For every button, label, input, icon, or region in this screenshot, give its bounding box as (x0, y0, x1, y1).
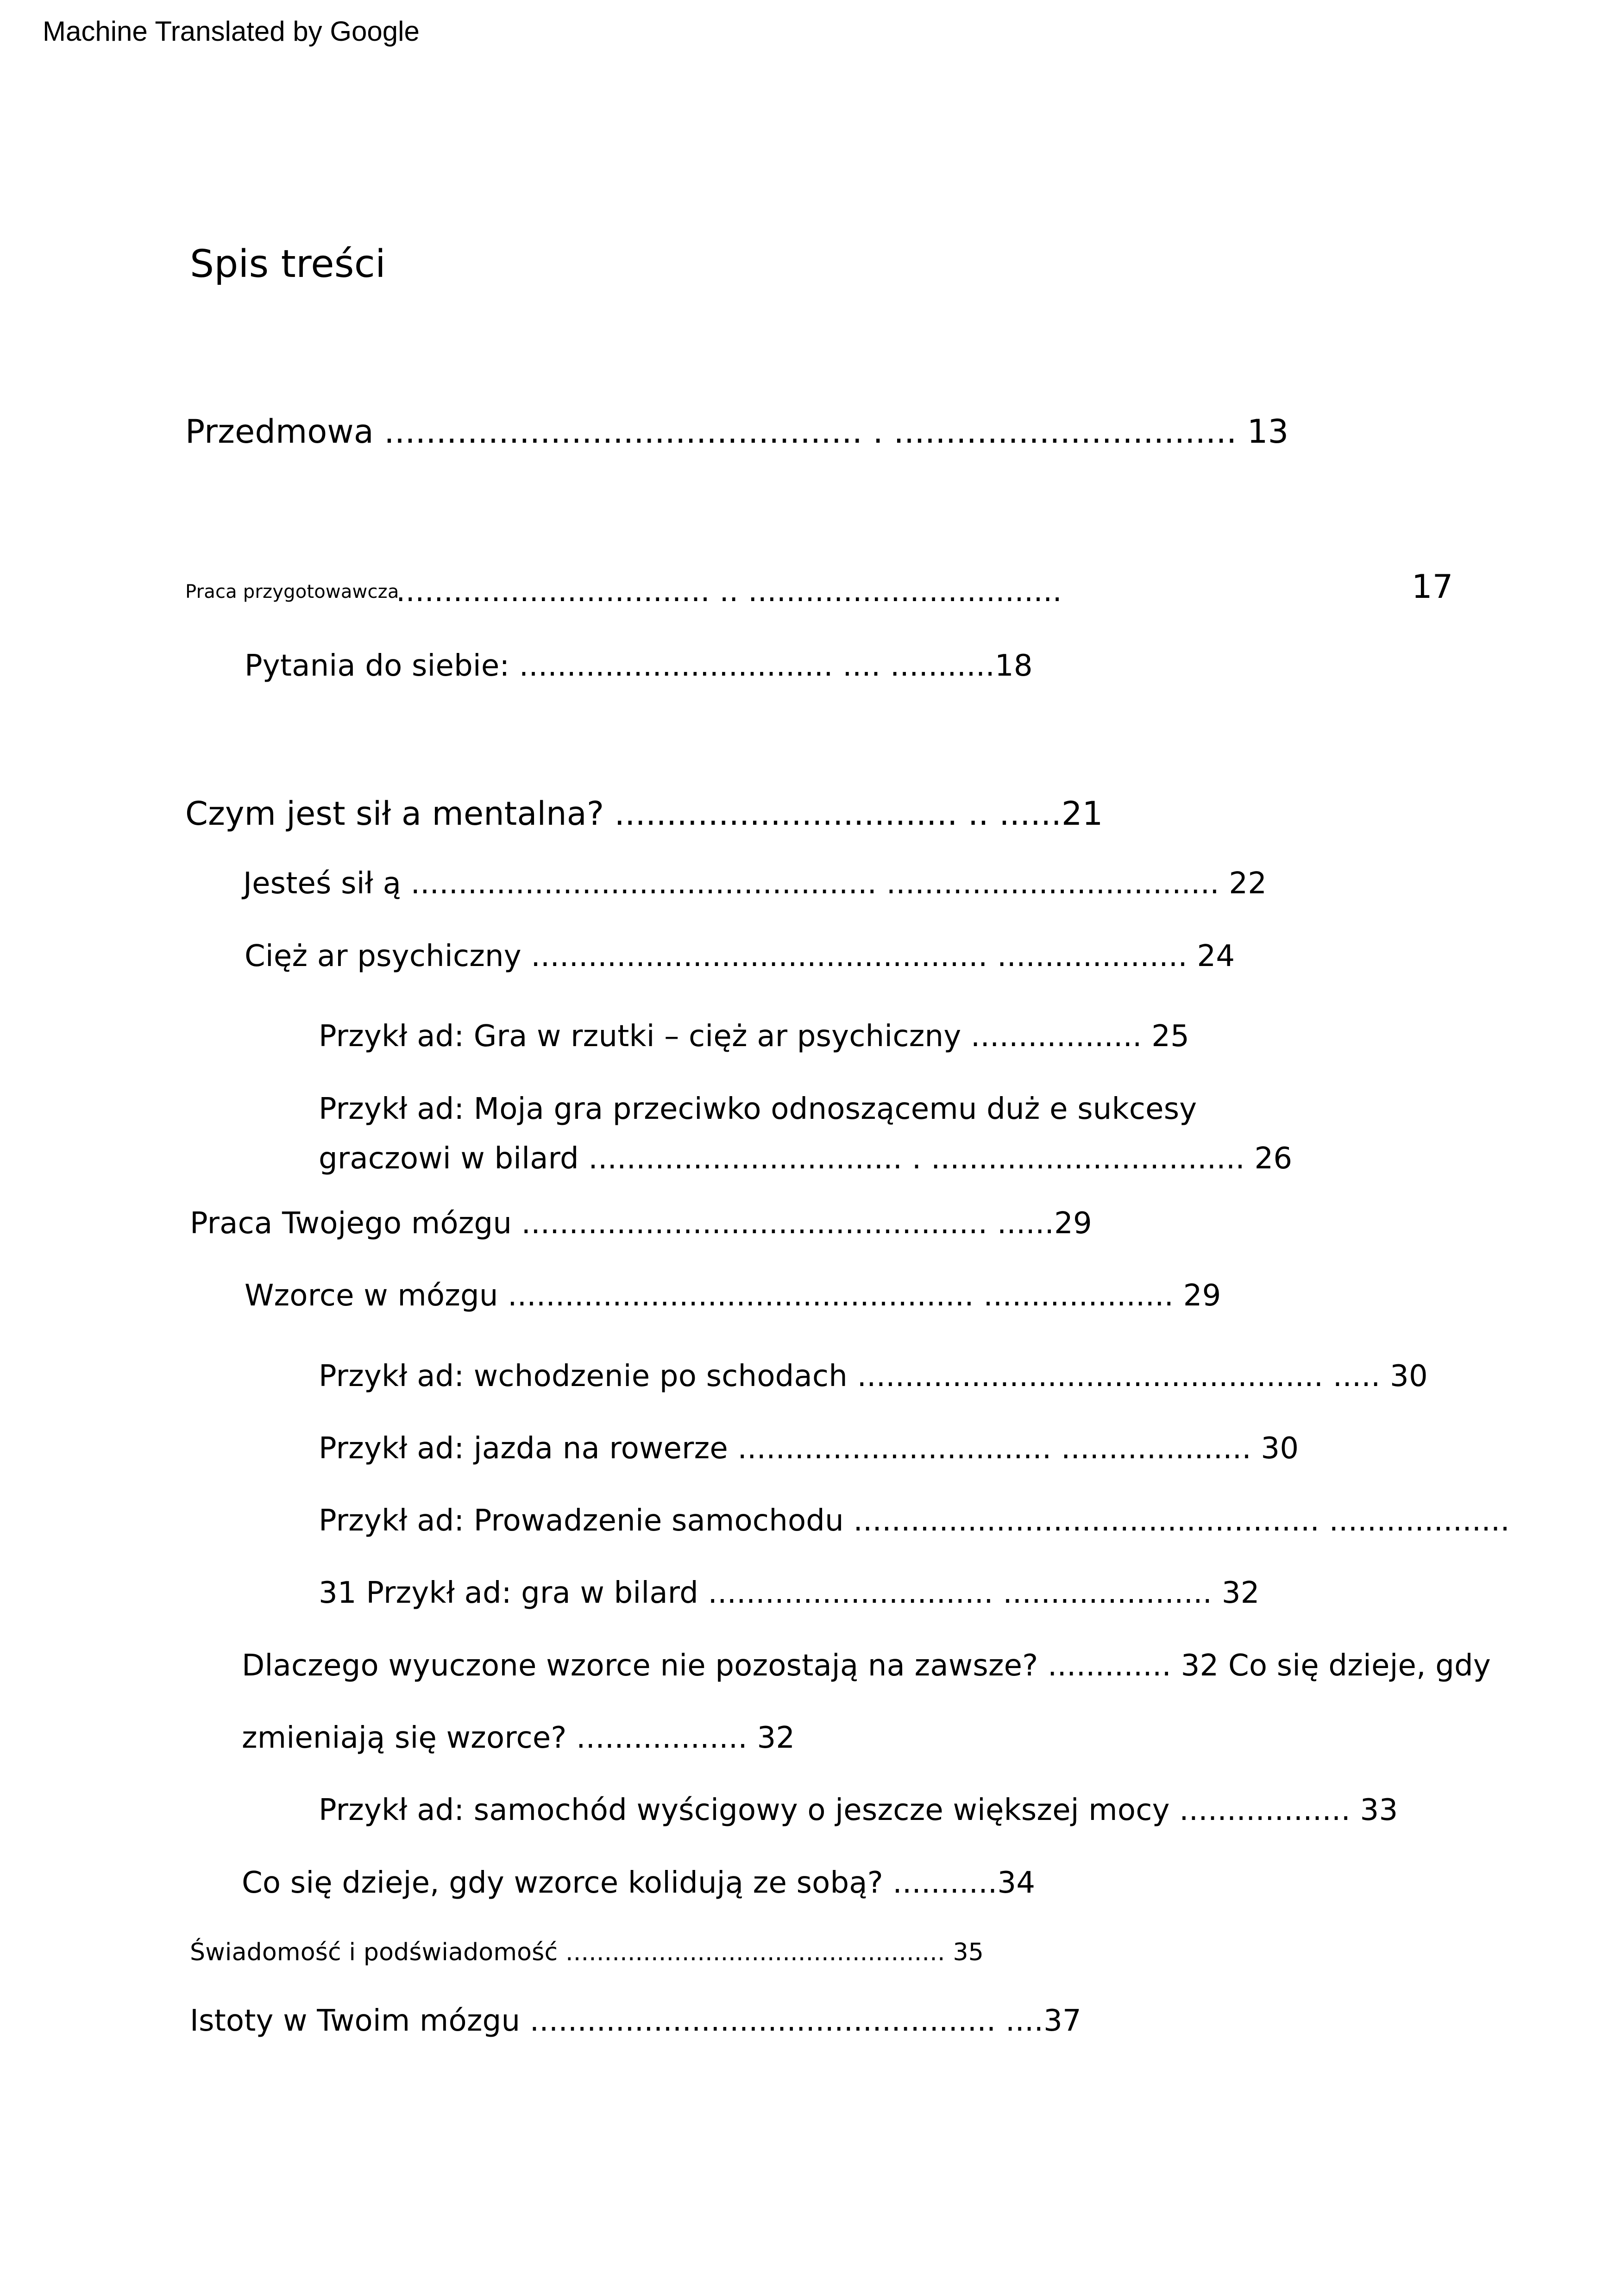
toc-entry-dlaczego-wyuczone-wzorce: Dlaczego wyuczone wzorce nie pozostają na zawsze? ............. 32 Co się dzieje, gdy (242, 1649, 1491, 1683)
toc-entry-przyklad-schody: Przykł ad: wchodzenie po schodach ................................................. ..... 30 (319, 1359, 1428, 1393)
toc-entry-praca-twojego-mozgu: Praca Twojego mózgu ................................................. ......29 (190, 1206, 1092, 1241)
toc-entry-zmieniaja-sie-wzorce: zmieniają się wzorce? .................. 32 (242, 1721, 795, 1755)
toc-entry-ciezar-psychiczny: Cięż ar psychiczny ................................................ .................... 24 (245, 939, 1235, 973)
toc-entry-przyklad-samochod: Przykł ad: Prowadzenie samochodu ................................................. ................... (319, 1504, 1510, 1538)
toc-entry-praca-przygotowawcza-page: 17 (1412, 568, 1453, 606)
page-title: Spis treści (190, 242, 386, 286)
toc-entry-przedmowa: Przedmowa .............................................. . ................................. 13 (185, 413, 1289, 451)
toc-entry-jestes-sila: Jesteś sił ą ................................................. ................................... 22 (243, 866, 1267, 901)
toc-entry-przyklad-moja-gra-line2: graczowi w bilard ................................. . ................................. 26 (319, 1142, 1293, 1176)
toc-entry-przyklad-samochod-wyscigowy: Przykł ad: samochód wyścigowy o jeszcze większej mocy .................. 33 (319, 1793, 1398, 1827)
toc-entry-praca-przygotowawcza-label: Praca przygotowawcza (185, 581, 399, 602)
toc-entry-wzorce-koliduja: Co się dzieje, gdy wzorce kolidują ze sobą? ...........34 (242, 1866, 1036, 1900)
toc-entry-przyklad-gra-w-rzutki: Przykł ad: Gra w rzutki – cięż ar psychiczny .................. 25 (319, 1019, 1190, 1054)
toc-entry-wzorce-w-mozgu: Wzorce w mózgu ................................................. .................... 29 (245, 1279, 1221, 1313)
toc-entry-przyklad-rower: Przykł ad: jazda na rowerze ................................. .................... 30 (319, 1431, 1299, 1466)
toc-entry-praca-przygotowawcza-leader: ................................. .. ................................. (396, 574, 1062, 609)
toc-entry-istoty-w-mozgu: Istoty w Twoim mózgu ................................................. ....37 (190, 2004, 1081, 2038)
toc-entry-swiadomosc: Świadomość i podświadomość ................................................. 35 (190, 1938, 984, 1966)
toc-entry-przyklad-bilard: 31 Przykł ad: gra w bilard .............................. ...................... 32 (319, 1576, 1260, 1610)
toc-entry-czym-jest-sila-mentalna: Czym jest sił a mentalna? ................................. .. ......21 (185, 795, 1103, 833)
toc-entry-przyklad-moja-gra-line1: Przykł ad: Moja gra przeciwko odnoszącemu duż e sukcesy (319, 1092, 1197, 1126)
machine-translation-banner: Machine Translated by Google (43, 16, 420, 47)
toc-entry-pytania-do-siebie: Pytania do siebie: ................................. .... ...........18 (245, 649, 1033, 683)
